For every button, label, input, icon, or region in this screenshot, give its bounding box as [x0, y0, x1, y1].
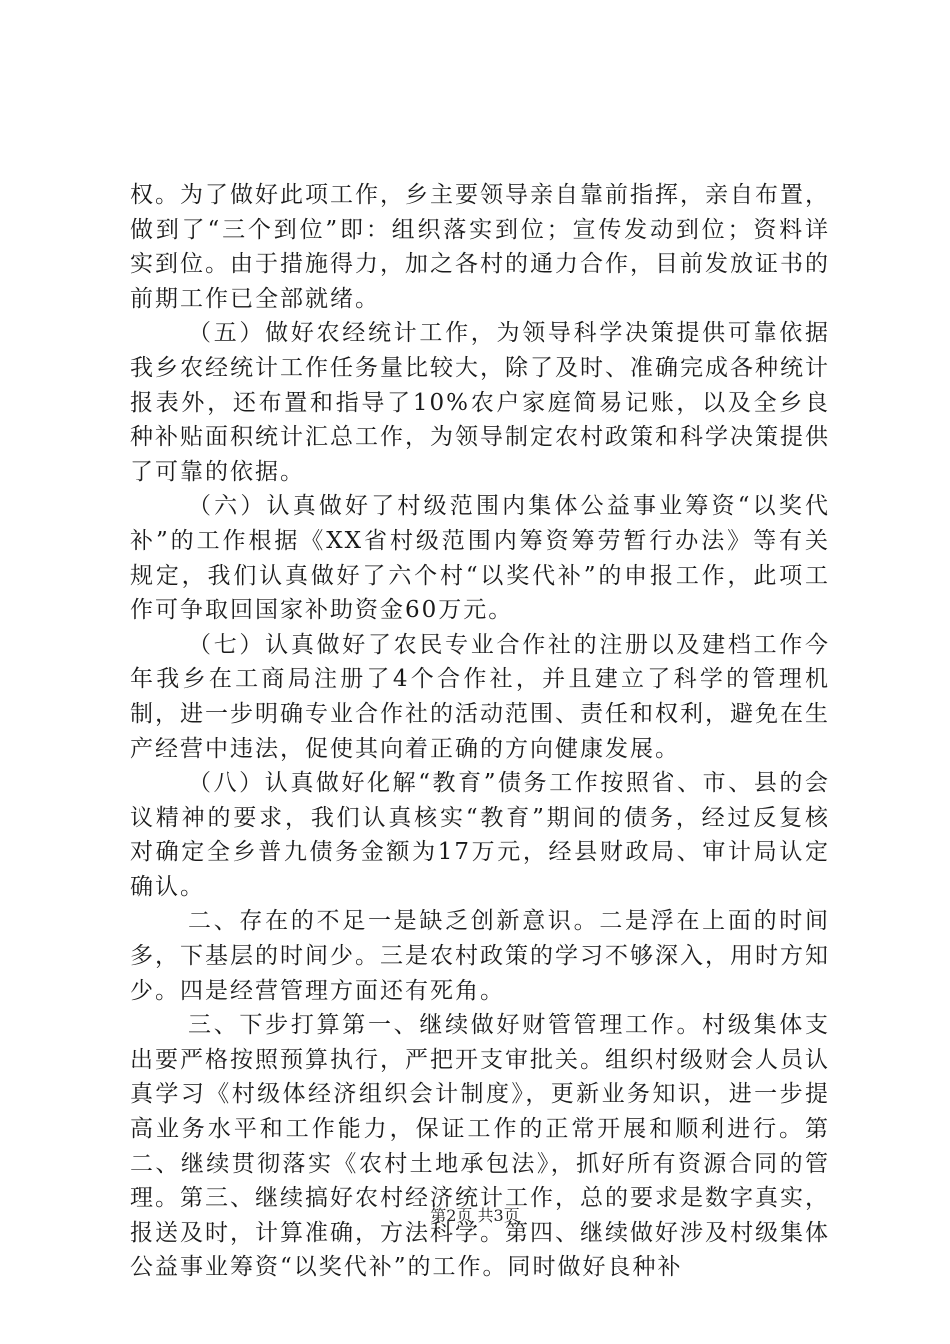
paragraph-1: 权。为了做好此项工作，乡主要领导亲自靠前指挥，亲自布置，做到了“三个到位”即：组织落实到位；宣传发动到位；资料详实到位。由于措施得力，加之各村的通力合作，目前发放证书的前期工作已全部就绪。 [130, 182, 830, 312]
page-number-footer: 第2页 共3页 [430, 1206, 520, 1225]
paragraph-2: （五）做好农经统计工作，为领导科学决策提供可靠依据我乡农经统计工作任务量比较大，除了及时、准确完成各种统计报表外，还布置和指导了10%农户家庭简易记账，以及全乡良种补贴面积统计汇总工作，为领导制定农村政策和科学决策提供了可靠的依据。 [130, 320, 830, 485]
paragraph-6: 二、存在的不足一是缺乏创新意识。二是浮在上面的时间多，下基层的时间少。三是农村政策的学习不够深入，用时方知少。四是经营管理方面还有死角。 [130, 908, 830, 1004]
paragraph-5: （八）认真做好化解“教育”债务工作按照省、市、县的会议精神的要求，我们认真核实“教育”期间的债务，经过反复核对确定全乡普九债务金额为17万元，经县财政局、审计局认定确认。 [130, 770, 830, 900]
paragraph-3: （六）认真做好了村级范围内集体公益事业筹资“以奖代补”的工作根据《XX省村级范围内筹资筹劳暂行办法》等有关规定，我们认真做好了六个村“以奖代补”的申报工作，此项工作可争取回国家补助资金60万元。 [130, 493, 830, 624]
paragraph-4: （七）认真做好了农民专业合作社的注册以及建档工作今年我乡在工商局注册了4个合作社，并且建立了科学的管理机制，进一步明确专业合作社的活动范围、责任和权利，避免在生产经营中违法，促使其向着正确的方向健康发展。 [130, 631, 830, 762]
document-body [130, 178, 830, 1285]
paragraph-7: 三、下步打算第一、继续做好财管管理工作。村级集体支出要严格按照预算执行，严把开支审批关。组织村级财会人员认真学习《村级体经济组织会计制度》，更新业务知识，进一步提高业务水平和工作能力，保证工作的正常开展和顺利进行。第二、继续贯彻落实《农村土地承包法》，抓好所有资源合同的管理。第三、继续搞好农村经济统计工作，总的要求是数字真实，报送及时，计算准确，方法科学。第四、继续做好涉及村级集体公益事业筹资“以奖代补”的工作。同时做好良种补 [130, 1012, 830, 1281]
